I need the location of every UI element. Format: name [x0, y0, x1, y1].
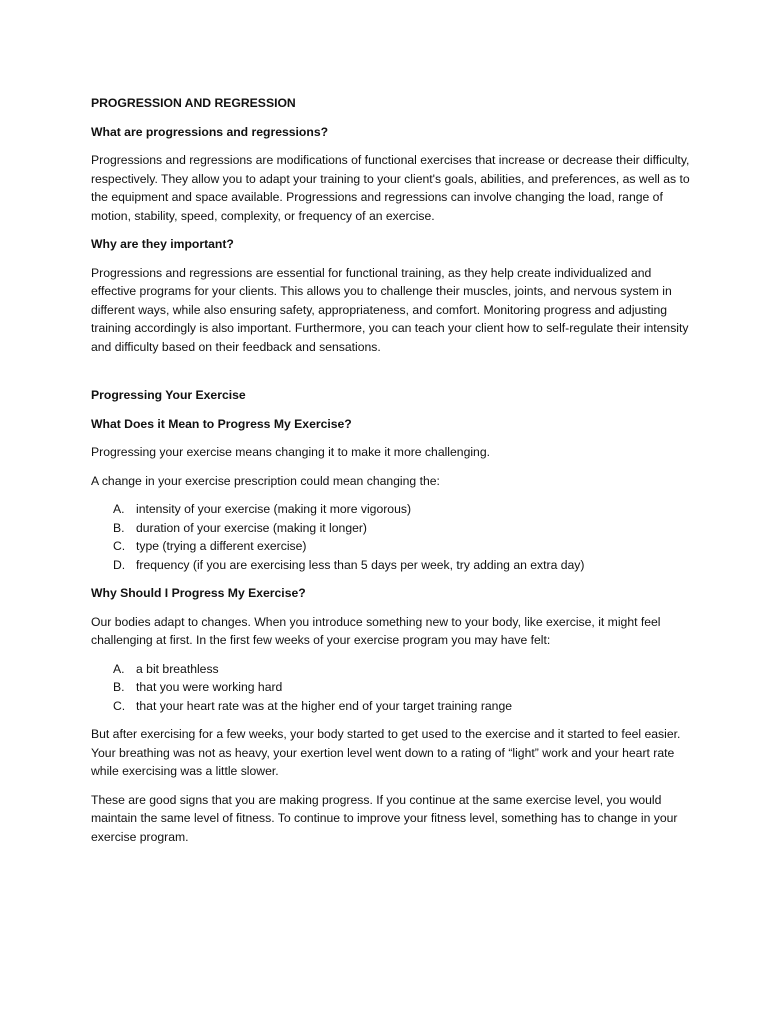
list-item [91, 556, 698, 575]
heading-what-are-progressions: What are progressions and regressions? [91, 124, 329, 139]
paragraph-importance: Progressions and regressions are essential for functional training, as they help create individualized and effective programs for your clients. This allows you to challenge their muscles, joints, and nervous system in different ways, while also ensuring safety, appropriateness, and comfort. Monitoring progress and adjusting training accordingly is also important. Furthermore, you can teach your client how to self-regulate their intensity and difficulty based on their feedback and sensations. [91, 265, 689, 354]
list-item [91, 678, 698, 697]
list-marker: A. [113, 661, 125, 676]
list-marker: C. [113, 698, 126, 713]
list-marker: B. [113, 520, 125, 535]
list-marker: D. [113, 557, 126, 572]
paragraph-bodies-adapt: Our bodies adapt to changes. When you introduce something new to your body, like exercise, it might feel challenging at first. In the first few weeks of your exercise program you may have felt: [91, 614, 661, 647]
list-item [91, 697, 698, 716]
list-item-text: a bit breathless [136, 661, 219, 676]
list-item-text: frequency (if you are exercising less than 5 days per week, try adding an extra day) [136, 557, 585, 572]
paragraph-meaning: Progressing your exercise means changing it to make it more challenging. [91, 445, 491, 459]
paragraph-good-signs: These are good signs that you are making progress. If you continue at the same exercise level, you would maintain the same level of fitness. To continue to improve your fitness level, something has to change in your exercise program. [91, 792, 678, 844]
list-item-text: duration of your exercise (making it longer) [136, 520, 367, 535]
paragraph-definition: Progressions and regressions are modifications of functional exercises that increase or decrease their difficulty, respectively. They allow you to adapt your training to your client's goals, abilities, and preferences, as well as to the equipment and space available. Progressions and regressions can involve changing the load, range of motion, stability, speed, complexity, or frequency of an exercise. [91, 153, 690, 223]
paragraph-change-intro: A change in your exercise prescription could mean changing the: [91, 473, 440, 488]
list-marker: B. [113, 680, 125, 694]
list-early-feelings [91, 660, 698, 716]
list-change-options [91, 500, 698, 574]
list-item-text: intensity of your exercise (making it more vigorous) [136, 502, 411, 516]
heading-what-does-it-mean: What Does it Mean to Progress My Exercise? [91, 416, 352, 431]
list-item-text: type (trying a different exercise) [136, 539, 307, 553]
heading-why-important: Why are they important? [91, 237, 234, 251]
heading-why-should-i-progress: Why Should I Progress My Exercise? [91, 586, 306, 600]
list-item [91, 500, 698, 519]
list-marker: C. [113, 539, 126, 553]
list-item [91, 660, 698, 679]
list-item [91, 537, 698, 556]
list-item-text: that your heart rate was at the higher end of your target training range [136, 698, 513, 713]
document-title: PROGRESSION AND REGRESSION [91, 96, 296, 110]
list-marker: A. [113, 502, 125, 516]
heading-progressing-exercise: Progressing Your Exercise [91, 388, 246, 402]
list-item [91, 519, 698, 538]
section-spacer [91, 366, 698, 386]
paragraph-after-weeks: But after exercising for a few weeks, your body started to get used to the exercise and it started to feel easier. Your breathing was not as heavy, your exertion level went down to a rating of “light” work and your heart rate while exercising was a little slower. [91, 727, 681, 778]
list-item-text: that you were working hard [136, 680, 283, 694]
